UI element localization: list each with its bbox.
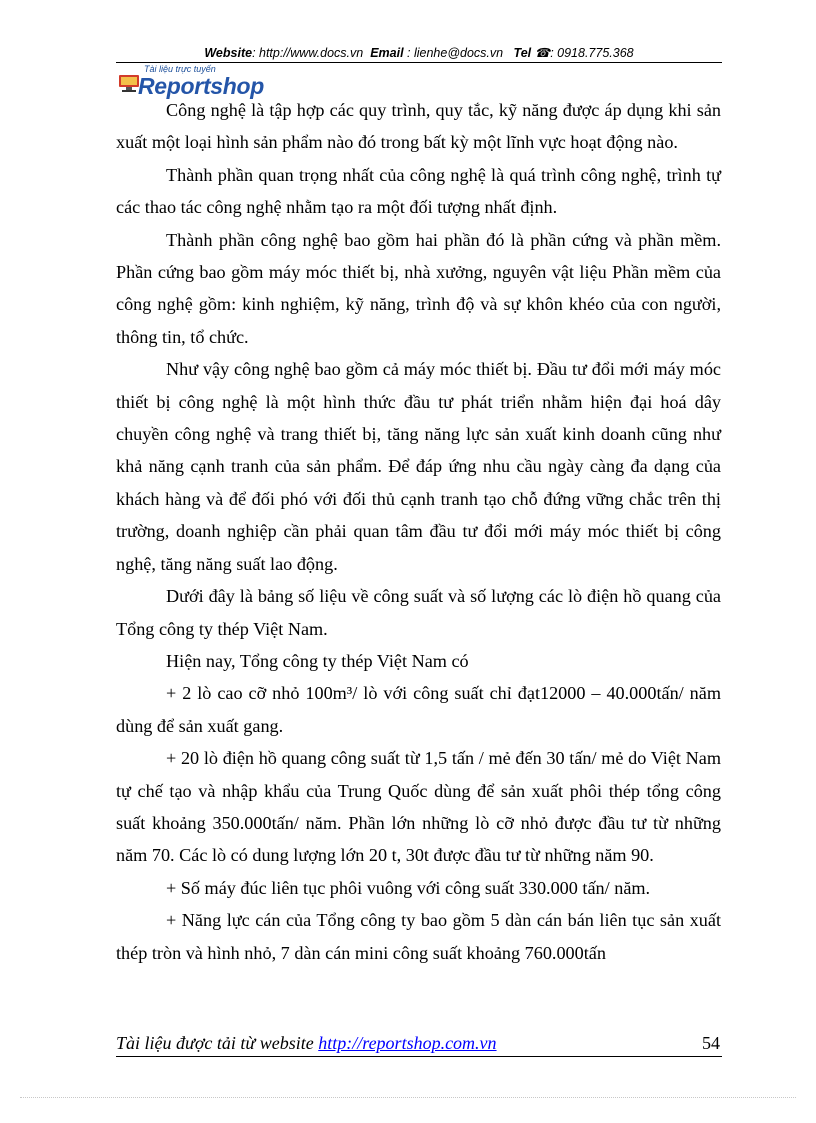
page-number: 54	[702, 1033, 720, 1053]
page-edge-divider	[20, 1097, 796, 1098]
paragraph: Thành phần quan trọng nhất của công nghệ là quá trình công nghệ, trình tự các thao tác công nghệ nhằm tạo ra một đối tượng nhất định.	[116, 164, 721, 218]
logo-tagline: Tài liệu trực tuyến	[144, 64, 216, 74]
paragraph: Công nghệ là tập hợp các quy trình, quy tắc, kỹ năng được áp dụng khi sản xuất một loại hình sản phẩm nào đó trong bất kỳ một lĩnh vực hoạt động nào.	[116, 100, 721, 153]
page-header	[116, 44, 722, 63]
paragraph: + Số máy đúc liên tục phôi vuông với công suất 330.000 tấn/ năm.	[166, 877, 651, 898]
paragraph: + Năng lực cán của Tổng công ty bao gồm 5 dàn cán bán liên tục sản xuất thép tròn và hình nhỏ, 7 dàn cán mini công suất khoảng 760.000tấn	[116, 910, 721, 963]
paragraph: Thành phần công nghệ bao gồm hai phần đó là phần cứng và phần mềm. Phần cứng bao gồm máy móc thiết bị, nhà xưởng, nguyên vật liệu Phần mềm của công nghệ gồm: kinh nghiệm, kỹ năng, trình độ và sự khôn khéo của con người, thông tin, tổ chức.	[116, 229, 721, 347]
document-body	[116, 94, 721, 969]
paragraph: + 20 lò điện hồ quang công suất từ 1,5 tấn / mẻ đến 30 tấn/ mẻ do Việt Nam tự chế tạo và nhập khẩu của Trung Quốc dùng để sản xuất phôi thép tổng công suất khoảng 350.000tấn/ năm. Phần lớn những lò cỡ nhỏ được đầu tư từ những năm 70. Các lò có dung lượng lớn 20 t, 30t được đầu tư từ những năm 90.	[116, 748, 721, 866]
paragraph: Hiện nay, Tổng công ty thép Việt Nam có	[166, 650, 469, 671]
monitor-icon	[118, 74, 140, 92]
email-value: : lienhe@docs.vn	[407, 46, 504, 60]
website-value: : http://www.docs.vn	[252, 46, 364, 60]
paragraph: Dưới đây là bảng số liệu về công suất và số lượng các lò điện hồ quang của Tổng công ty thép Việt Nam.	[116, 586, 721, 639]
footer-link[interactable]: http://reportshop.com.vn	[318, 1033, 497, 1053]
tel-label: Tel	[513, 46, 532, 60]
paragraph: + 2 lò cao cỡ nhỏ 100m³/ lò với công suất chỉ đạt12000 – 40.000tấn/ năm dùng để sản xuất gang.	[116, 683, 721, 736]
footer-text: Tài liệu được tải từ website	[116, 1033, 314, 1053]
tel-value: : 0918.775.368	[550, 46, 634, 60]
paragraph: Như vậy công nghệ bao gồm cả máy móc thiết bị. Đầu tư đổi mới máy móc thiết bị công nghệ là một hình thức đầu tư phát triển nhằm hiện đại hoá dây chuyền công nghệ và trang thiết bị, tăng năng lực sản xuất kinh doanh cũng như khả năng cạnh tranh của sản phẩm. Để đáp ứng nhu cầu ngày càng đa dạng của khách hàng và để đối phó với đối thủ cạnh tranh tạo chỗ đứng vững chắc trên thị trường, doanh nghiệp cần phải quan tâm đầu tư đổi mới máy móc thiết bị công nghệ, tăng năng suất lao động.	[116, 359, 721, 574]
logo-brand: Reportshop	[138, 73, 265, 99]
phone-icon: ☎	[534, 46, 551, 60]
website-label: Website	[204, 46, 253, 60]
email-label: Email	[370, 46, 404, 60]
page-footer	[116, 1030, 722, 1057]
reportshop-logo	[118, 64, 288, 98]
